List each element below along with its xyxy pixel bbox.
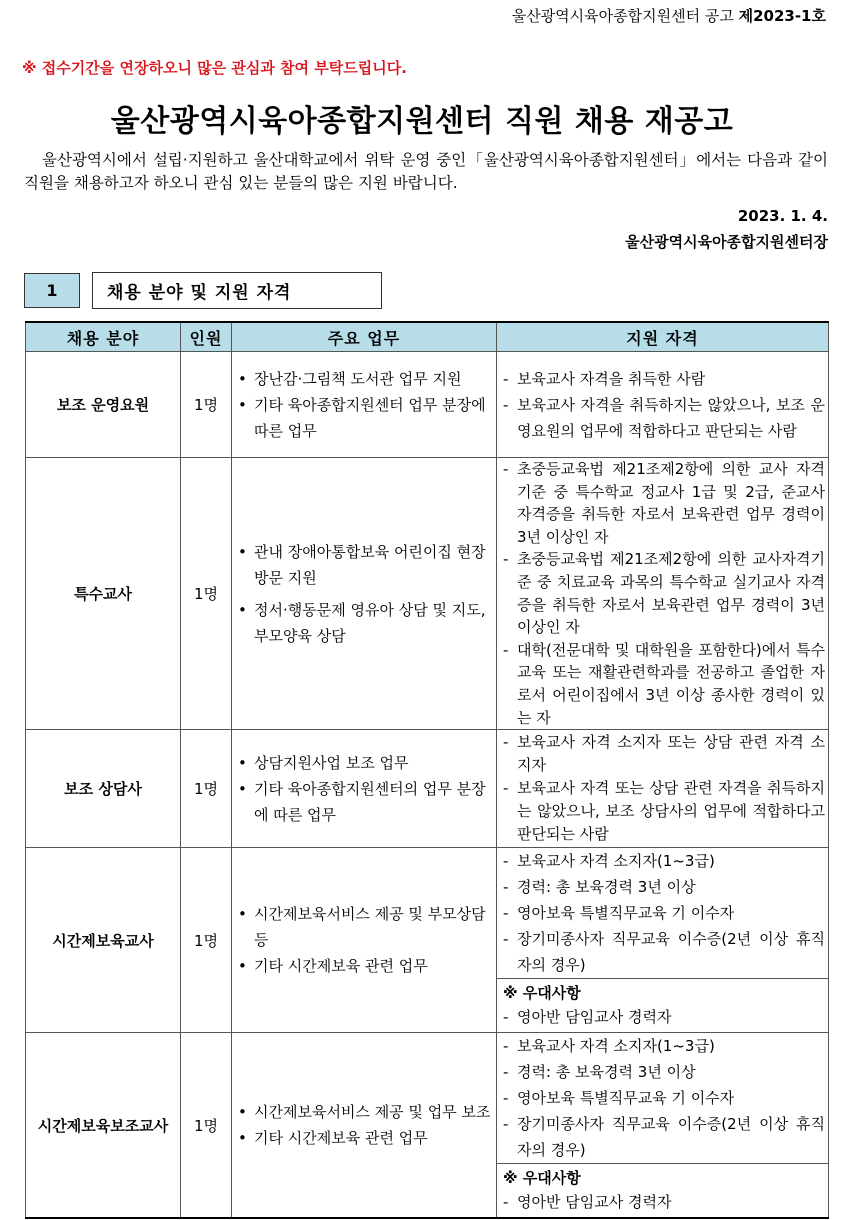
field-name: 보조 상담사 [26, 730, 181, 848]
duties-cell [232, 1033, 497, 1219]
qual-item: - 초중등교육법 제21조제2항에 의한 교사 자격기준 중 특수학교 정교사 1급 및 2급, 준교사 자격증을 취득한 자로서 보육관련 업무 경력이 3년 이상인 자 [503, 458, 825, 548]
duty-item: • 관내 장애아통합보육 어린이집 현장방문 지원 [238, 539, 492, 591]
qual-item: - 장기미종사자 직무교육 이수증(2년 이상 휴직자의 경우) [503, 926, 825, 978]
section-number: 1 [24, 273, 80, 308]
preference-item: - 영아반 담임교사 경력자 [503, 1190, 825, 1214]
qual-item: - 보육교사 자격 소지자(1~3급) [503, 848, 825, 874]
duty-item: • 정서·행동문제 영유아 상담 및 지도, 부모양육 상담 [238, 597, 492, 649]
table-row [26, 848, 829, 1033]
intro-paragraph: 울산광역시에서 설립·지원하고 울산대학교에서 위탁 운영 중인「울산광역시육아종합지원센터」에서는 다음과 같이 직원을 채용하고자 하오니 관심 있는 분들의 많은 지원 바랍니다. [24, 151, 828, 192]
field-name: 시간제보육보조교사 [26, 1033, 181, 1219]
headcount: 1명 [181, 1033, 232, 1219]
quals-cell [497, 352, 829, 458]
field-name: 특수교사 [26, 458, 181, 730]
notice-date: 2023. 1. 4. [737, 207, 828, 225]
qual-item: - 영아보육 특별직무교육 기 이수자 [503, 1085, 825, 1111]
preference-title: ※ 우대사항 [503, 984, 581, 1003]
duty-item: • 기타 육아종합지원센터 업무 분장에 따른 업무 [238, 392, 492, 444]
field-name: 시간제보육교사 [26, 848, 181, 1033]
header-field: 채용 분야 [26, 322, 181, 352]
header-duties: 주요 업무 [232, 322, 497, 352]
duty-item: • 장난감·그림책 도서관 업무 지원 [238, 366, 492, 392]
quals-cell [497, 1033, 829, 1219]
headcount: 1명 [181, 730, 232, 848]
qual-item: - 장기미종사자 직무교육 이수증(2년 이상 휴직자의 경우) [503, 1111, 825, 1163]
duties-cell [232, 458, 497, 730]
duties-cell [232, 848, 497, 1033]
header-count: 인원 [181, 322, 232, 352]
qual-item: - 보육교사 자격을 취득한 사람 [503, 366, 825, 392]
section-title: 채용 분야 및 지원 자격 [92, 272, 382, 309]
preference-title: ※ 우대사항 [503, 1169, 581, 1188]
header-quals: 지원 자격 [497, 322, 829, 352]
headcount: 1명 [181, 848, 232, 1033]
qual-item: - 영아보육 특별직무교육 기 이수자 [503, 900, 825, 926]
qual-item: - 대학(전문대학 및 대학원을 포함한다)에서 특수교육 또는 재활관련학과를 전공하고 졸업한 자로서 어린이집에서 3년 이상 종사한 경력이 있는 자 [503, 639, 825, 729]
qual-item: - 보육교사 자격 소지자 또는 상담 관련 자격 소지자 [503, 731, 825, 777]
notice-number-value: 제2023-1호 [738, 7, 826, 25]
preference-item: - 영아반 담임교사 경력자 [503, 1005, 825, 1029]
table-row [26, 1033, 829, 1219]
headcount: 1명 [181, 458, 232, 730]
qual-item: - 경력: 총 보육경력 3년 이상 [503, 1059, 825, 1085]
duty-item: • 기타 육아종합지원센터의 업무 분장에 따른 업무 [238, 776, 492, 828]
duty-item: • 기타 시간제보육 관련 업무 [238, 1125, 492, 1151]
issuer-name: 울산광역시육아종합지원센터장 [625, 233, 828, 251]
recruitment-table [25, 321, 829, 1219]
table-header-row [26, 322, 829, 352]
table-row [26, 352, 829, 458]
field-name: 보조 운영요원 [26, 352, 181, 458]
quals-cell [497, 730, 829, 848]
table-row [26, 458, 829, 730]
duty-item: • 시간제보육서비스 제공 및 업무 보조 [238, 1099, 492, 1125]
qual-item: - 보육교사 자격 또는 상담 관련 자격을 취득하지는 않았으나, 보조 상담사의 업무에 적합하다고 판단되는 사람 [503, 777, 825, 846]
duty-item: • 상담지원사업 보조 업무 [238, 750, 492, 776]
table-row [26, 730, 829, 848]
duties-cell [232, 352, 497, 458]
duty-item: • 기타 시간제보육 관련 업무 [238, 953, 492, 979]
duties-cell [232, 730, 497, 848]
notice-number [512, 5, 826, 26]
qual-item: - 초중등교육법 제21조제2항에 의한 교사자격기준 중 치료교육 과목의 특수학교 실기교사 자격증을 취득한 자로서 보육관련 업무 경력이 3년 이상인 자 [503, 548, 825, 638]
preference-box [497, 978, 828, 1032]
qual-item: - 경력: 총 보육경력 3년 이상 [503, 874, 825, 900]
headcount: 1명 [181, 352, 232, 458]
preference-box [497, 1163, 828, 1217]
extension-alert: ※ 접수기간을 연장하오니 많은 관심과 참여 부탁드립니다. [22, 59, 407, 77]
quals-cell [497, 848, 829, 1033]
qual-item: - 보육교사 자격 소지자(1~3급) [503, 1033, 825, 1059]
notice-prefix: 울산광역시육아종합지원센터 공고 [511, 7, 739, 25]
page-title: 울산광역시육아종합지원센터 직원 채용 재공고 [110, 104, 734, 139]
qual-item: - 보육교사 자격을 취득하지는 않았으나, 보조 운영요원의 업무에 적합하다고 판단되는 사람 [503, 392, 825, 444]
duty-item: • 시간제보육서비스 제공 및 부모상담 등 [238, 901, 492, 953]
quals-cell [497, 458, 829, 730]
